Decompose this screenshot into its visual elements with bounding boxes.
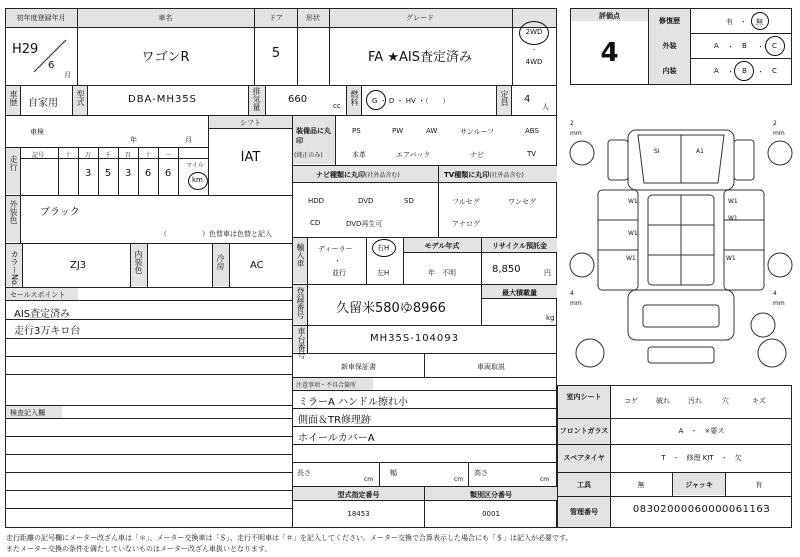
class-number-label: 類別区分番号 xyxy=(470,491,512,499)
mileage-digit: 5 xyxy=(104,168,112,179)
tire-fl-num: 2 xyxy=(570,120,574,127)
damage-a1: A1 xyxy=(696,148,704,155)
spare-tire-label: スペアタイヤ xyxy=(563,454,605,462)
exterior-circle-mark xyxy=(765,36,785,56)
new-car-warranty: 新車保証書 xyxy=(341,363,376,371)
equipment-label: 装備品に丸印 xyxy=(296,127,331,145)
door-label: ドア xyxy=(269,14,283,22)
digit-header: 百 xyxy=(124,152,131,159)
class-number: 0001 xyxy=(482,510,500,518)
tire-fl-mm: mm xyxy=(570,130,582,137)
interior-option: ・ xyxy=(727,68,734,76)
equipment-item: エアバック xyxy=(396,151,431,159)
digit-header: 十 xyxy=(144,152,151,159)
equipment-item: AW xyxy=(426,127,438,135)
interior-label: 内装 xyxy=(662,67,677,75)
car-name: ワゴンR xyxy=(141,50,190,65)
max-load-unit: kg xyxy=(546,314,555,322)
equipment-item: ナビ xyxy=(470,151,484,159)
interior-option: ・ xyxy=(757,68,764,76)
repair-option-yes: 有 xyxy=(726,18,733,26)
digits-symbol-label: 記号 xyxy=(32,152,45,159)
interior-circle-mark xyxy=(734,61,754,81)
equipment-item: TV xyxy=(527,150,537,158)
import-left: 左H xyxy=(377,269,390,277)
tire-fr-num: 2 xyxy=(773,120,777,127)
tire-rr-num: 4 xyxy=(773,290,777,297)
width-label: 幅 xyxy=(390,469,397,477)
seat-condition-option: 汚れ xyxy=(688,397,702,405)
shift-label: シフト xyxy=(240,119,261,127)
seat-condition-option: 破れ xyxy=(656,397,670,405)
capacity-label: 定員 xyxy=(500,90,509,106)
car-name-label: 車名 xyxy=(158,14,173,22)
model-designation-label: 型式指定番号 xyxy=(337,491,380,499)
recycle-yen: 円 xyxy=(544,269,551,277)
owner-manual: 車両取説 xyxy=(477,363,505,371)
drive-dot: ・ xyxy=(530,47,537,54)
import-right: 右H xyxy=(377,244,390,252)
repair-label: 修復歴 xyxy=(659,17,680,25)
score-value: 4 xyxy=(600,38,619,68)
damage-w1-c: W1 xyxy=(628,230,638,237)
navi-dvd: DVD xyxy=(358,197,374,205)
windshield-value: A ・ ×要ス xyxy=(678,427,725,435)
management-number: 0830200006000006116З xyxy=(632,504,771,515)
damage-si: SI xyxy=(654,148,660,155)
fuel-options: G ・ D ・ HV ・（ ） xyxy=(372,97,450,105)
interior-option: C xyxy=(772,67,777,75)
digit-header: 万 xyxy=(84,152,91,159)
tire-rl-num: 4 xyxy=(570,290,574,297)
shape-label: 形状 xyxy=(306,14,320,22)
chassis-label: 車台番号 xyxy=(297,327,306,359)
navi-cd: CD xyxy=(310,219,321,227)
recycle-label: リサイクル預託金 xyxy=(491,242,548,250)
mileage-digit: 6 xyxy=(144,168,152,179)
damage-w1-d: W1 xyxy=(728,215,738,222)
exterior-option: ・ xyxy=(727,43,734,51)
mile-label: マイル xyxy=(186,162,204,169)
import-parallel: 並行 xyxy=(332,269,346,277)
notes-label: 注意事項・不具合箇所 xyxy=(296,382,357,389)
model: DBA-MH35S xyxy=(128,94,198,105)
length-unit: cm xyxy=(364,476,374,483)
height-label: 高さ xyxy=(474,469,488,477)
shaken-year-unit: 年 xyxy=(130,136,137,144)
shaken-month-unit: 月 xyxy=(185,136,192,144)
seat-condition-option: 穴 xyxy=(722,397,729,405)
shaken-label: 車検 xyxy=(30,128,44,136)
exterior-option: B xyxy=(742,42,747,50)
interior-option: B xyxy=(742,67,747,75)
recycle-value: 8,850 xyxy=(492,264,521,275)
sales-point-line-1: AIS査定済み xyxy=(14,309,71,320)
fuel-label: 燃料 xyxy=(350,90,359,106)
grade: FA ★AIS査定済み xyxy=(368,50,472,65)
repair-option-dot: ・ xyxy=(740,18,747,26)
model-designation-number: 18453 xyxy=(347,510,370,518)
usage-label: 車歴 xyxy=(9,90,18,106)
model-year: 年 不明 xyxy=(428,269,456,277)
usage: 自家用 xyxy=(28,98,58,109)
drive-4wd: 4WD xyxy=(525,58,543,66)
windshield-label: フロントガラス xyxy=(559,427,609,435)
tv-fullseg: フルセグ xyxy=(452,198,480,206)
navi-dvd-play: DVD再生可 xyxy=(346,220,383,228)
color-note: （ ）色替車は色替と記入 xyxy=(160,230,272,238)
digit-header: 十 xyxy=(64,152,71,159)
first-reg-month-unit: 月 xyxy=(64,71,71,79)
sales-point-line-2: 走行3万キロ台 xyxy=(14,326,81,337)
import-label: 輸入車 xyxy=(296,243,305,267)
displacement-label: 排気量 xyxy=(252,87,261,111)
equipment-item: ABS xyxy=(525,127,539,135)
score-label: 評価点 xyxy=(599,12,620,20)
model-year-label: モデル年式 xyxy=(424,242,460,250)
displacement: 660 xyxy=(288,94,308,105)
damage-w1-a: W1 xyxy=(628,198,638,205)
car-damage-diagram xyxy=(568,95,794,385)
exterior-option: C xyxy=(772,42,777,50)
mileage-digit: 3 xyxy=(84,168,92,179)
jack-value: 有 xyxy=(755,481,763,489)
mileage-digit: 3 xyxy=(124,168,132,179)
first-reg-slash xyxy=(30,36,70,76)
management-number-label: 管理番号 xyxy=(570,508,598,516)
exterior-option: ・ xyxy=(757,43,764,51)
damage-w1-b: W1 xyxy=(728,198,738,205)
sales-point-label: セールスポイント xyxy=(10,291,66,299)
cc-unit: cc xyxy=(333,102,341,110)
tools-value: 無 xyxy=(637,481,645,489)
first-reg-label: 初年度登録年月 xyxy=(16,14,66,22)
color-label: 外装色 xyxy=(9,200,18,224)
exterior-option: A xyxy=(714,42,719,50)
equipment-item: PS xyxy=(352,127,361,135)
capacity-unit: 人 xyxy=(542,103,549,111)
tire-fr-mm: mm xyxy=(773,130,785,137)
max-load-label: 最大積載量 xyxy=(502,289,537,297)
inspector-label: 検査記入欄 xyxy=(10,409,45,417)
seat-condition-option: コゲ xyxy=(624,397,638,405)
notes-line-3: ホイールカバーA xyxy=(298,433,375,444)
tv-oneseg: ワンセグ xyxy=(508,198,536,206)
damage-w1-e: W1 xyxy=(626,255,636,262)
tools-label: 工具 xyxy=(577,481,591,489)
doors: 5 xyxy=(271,46,281,61)
first-reg-month: 6 xyxy=(48,60,55,71)
notes-line-1: ミラーA ハンドル擦れ小 xyxy=(298,397,409,408)
seat-condition-option: キズ xyxy=(752,397,766,405)
width-unit: cm xyxy=(454,476,464,483)
interior-option: A xyxy=(714,67,719,75)
damage-w1-f: W1 xyxy=(726,255,736,262)
digit-header: 一 xyxy=(164,152,171,159)
footer-note-1: 走行距離の記号欄にメーター改ざん車は「＊」、メーター交換車は「＄」、走行不明車は「＃」を記入してください。メーター交換で合算表示した場合にも「＄」は記入が必要です。 xyxy=(6,534,573,542)
navi-sd: SD xyxy=(404,197,414,205)
tv-analog: アナログ xyxy=(452,220,480,228)
spare-tire-value: T ・ 修理 KIT ・ 欠 xyxy=(661,454,742,462)
equipment-item: PW xyxy=(392,127,404,135)
digit-header: 千 xyxy=(104,152,111,159)
import-dealer: ディーラー xyxy=(318,245,353,253)
drive-2wd: 2WD xyxy=(525,28,543,36)
registration-label: 登録番号 xyxy=(296,287,305,319)
registration-number: 久留米580ゆ8966 xyxy=(336,301,446,316)
capacity: 4 xyxy=(524,94,531,105)
interior-color-label: 内装色 xyxy=(134,250,143,274)
tire-rr-mm: mm xyxy=(773,300,785,307)
mileage-label: 走行 xyxy=(9,155,18,171)
equipment-item: 本革 xyxy=(352,151,366,159)
shift: IAT xyxy=(240,150,261,165)
notes-line-2: 側面＆TR修理跡 xyxy=(298,415,372,426)
jack-label: ジャッキ xyxy=(685,481,713,489)
equipment-sub: (純正のみ) xyxy=(294,152,323,159)
seat-label: 室内シート xyxy=(566,393,602,401)
mileage-digit: 6 xyxy=(164,168,172,179)
navi-hdd: HDD xyxy=(308,197,325,205)
color-no-label: カラーNo. xyxy=(10,250,19,288)
tv-label: TV種類に丸印(社外品含む) xyxy=(444,171,524,179)
model-label: 型式 xyxy=(76,90,85,106)
footer-note-2: またメーター交換の条件を満たしていないものはメーター改ざん車扱いとなります。 xyxy=(6,545,272,553)
color-no: ZJ3 xyxy=(70,260,87,271)
length-label: 長さ xyxy=(297,469,311,477)
tire-rl-mm: mm xyxy=(570,300,582,307)
exterior-color: ブラック xyxy=(40,207,80,218)
first-reg-year: H29 xyxy=(12,42,39,57)
import-dot: ・ xyxy=(334,257,341,265)
chassis-number: MH35S-104093 xyxy=(370,333,460,344)
height-unit: cm xyxy=(540,476,550,483)
exterior-label: 外装 xyxy=(662,42,677,50)
navi-label: ナビ種類に丸印(社外品含む) xyxy=(316,171,400,179)
aircon-label: 冷房 xyxy=(216,254,225,270)
km-label: km xyxy=(192,176,203,184)
aircon: AC xyxy=(250,260,264,271)
equipment-item: サンルーフ xyxy=(460,128,495,136)
grade-label: グレード xyxy=(406,14,434,22)
repair-option-no: 無 xyxy=(756,18,763,26)
